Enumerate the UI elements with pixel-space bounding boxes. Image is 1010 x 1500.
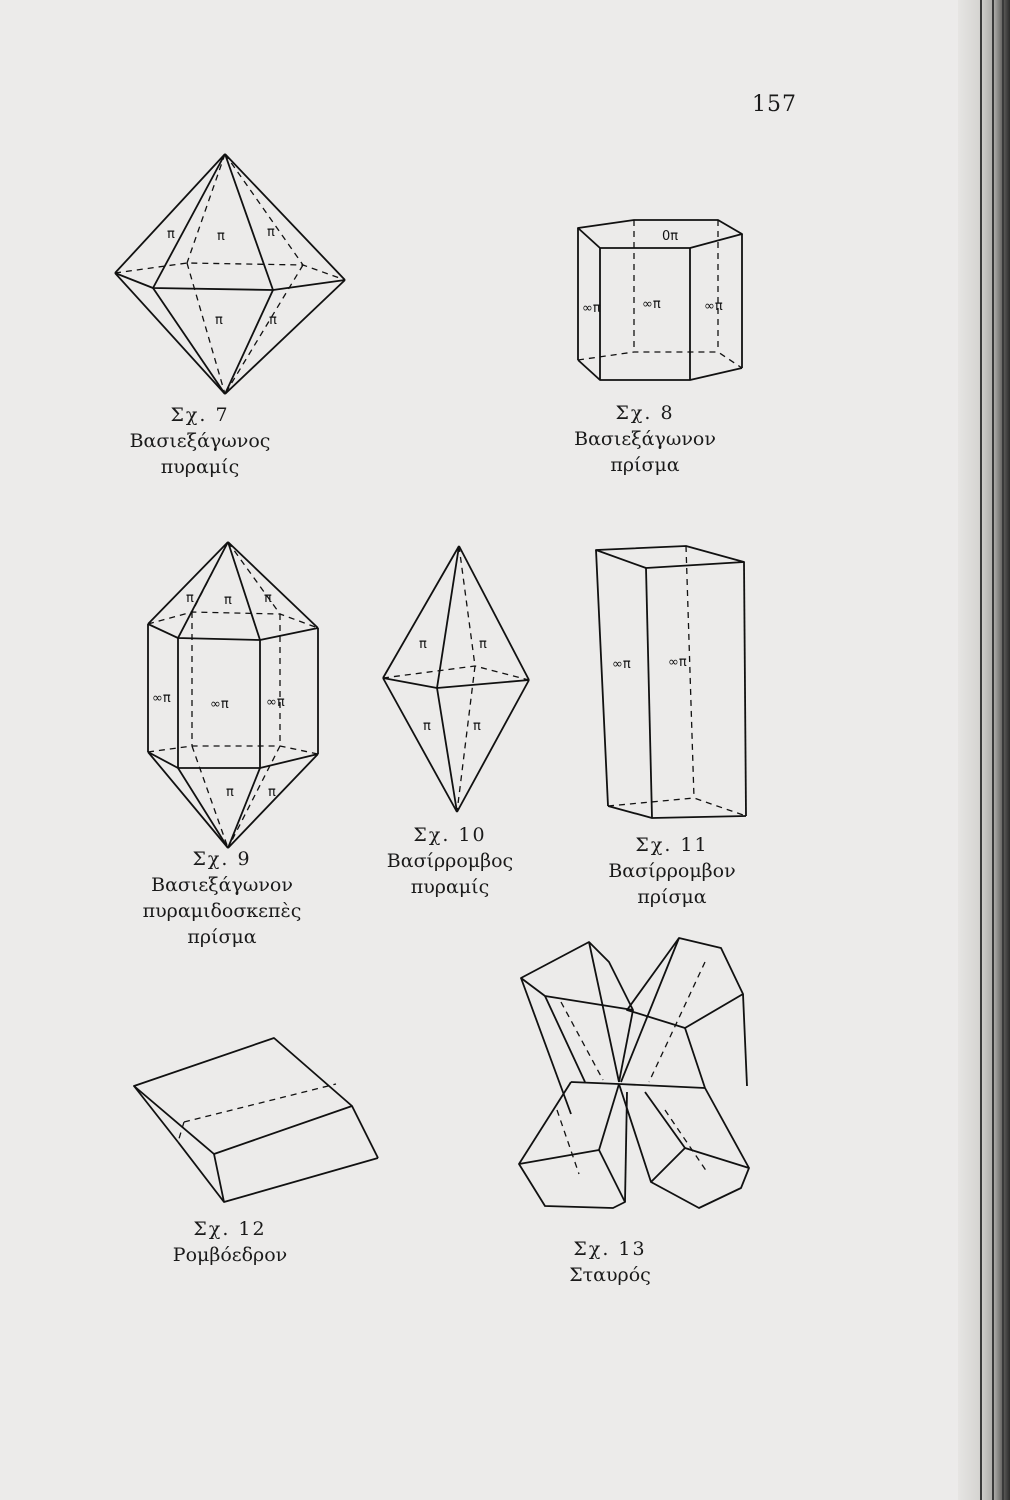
face-label: π: [267, 225, 275, 240]
caption-line: Σταυρός: [569, 1264, 651, 1286]
face-label: ∞π: [266, 695, 285, 710]
face-label: ∞π: [612, 657, 631, 672]
figure-number: Σχ. 13: [573, 1238, 647, 1260]
figure-12-drawing: [130, 1030, 386, 1200]
caption-line: πρίσμα: [637, 886, 707, 908]
face-label: π: [423, 719, 431, 734]
caption-line: πρίσμα: [187, 926, 257, 948]
face-label: π: [215, 313, 223, 328]
page-number: 157: [752, 92, 797, 117]
face-label: π: [269, 313, 277, 328]
caption-line: πυραμιδοσκεπὲς: [142, 900, 302, 922]
figure-11-drawing: [590, 542, 760, 824]
caption-line: Βασίρρομβον: [608, 860, 736, 882]
face-label: ∞π: [152, 691, 171, 706]
figure-13-caption: [520, 1236, 700, 1288]
caption-line: πυραμίς: [410, 876, 490, 898]
caption-line: πρίσμα: [610, 454, 680, 476]
figure-12-caption: [130, 1216, 330, 1268]
figure-9-caption: [112, 846, 332, 950]
caption-line: πυραμίς: [160, 456, 240, 478]
face-label: π: [264, 591, 272, 606]
figure-number: Σχ. 8: [615, 402, 675, 424]
face-label: π: [479, 637, 487, 652]
face-label: ∞π: [582, 301, 601, 316]
face-label: 0π: [662, 229, 679, 244]
figure-10-caption: [355, 822, 545, 900]
face-label: π: [186, 591, 194, 606]
face-label: ∞π: [668, 655, 687, 670]
figure-8-drawing: [570, 212, 750, 390]
figure-8-caption: [540, 400, 750, 478]
caption-line: Βασιεξάγωνος: [129, 430, 271, 452]
face-label: π: [224, 593, 232, 608]
face-label: π: [217, 229, 225, 244]
figure-number: Σχ. 12: [193, 1218, 267, 1240]
face-label: π: [419, 637, 427, 652]
figure-number: Σχ. 7: [170, 404, 230, 426]
caption-line: Βασιεξάγωνον: [574, 428, 716, 450]
face-label: π: [167, 227, 175, 242]
page-edge-shadow: [958, 0, 1010, 1500]
face-label: ∞π: [642, 297, 661, 312]
face-label: π: [268, 785, 276, 800]
face-label: ∞π: [210, 697, 229, 712]
figure-9-drawing: [140, 540, 330, 852]
face-label: ∞π: [704, 299, 723, 314]
figure-7-drawing: [105, 148, 355, 400]
caption-line: Ρομβόεδρον: [172, 1244, 288, 1266]
figure-7-caption: [100, 402, 300, 480]
figure-10-drawing: [375, 540, 545, 818]
figure-number: Σχ. 11: [635, 834, 709, 856]
figure-11-caption: [572, 832, 772, 910]
figure-number: Σχ. 10: [413, 824, 487, 846]
figure-13-drawing: [515, 932, 755, 1216]
caption-line: Βασιεξάγωνον: [151, 874, 293, 896]
figure-number: Σχ. 9: [192, 848, 252, 870]
caption-line: Βασίρρομβος: [386, 850, 514, 872]
face-label: π: [473, 719, 481, 734]
face-label: π: [226, 785, 234, 800]
